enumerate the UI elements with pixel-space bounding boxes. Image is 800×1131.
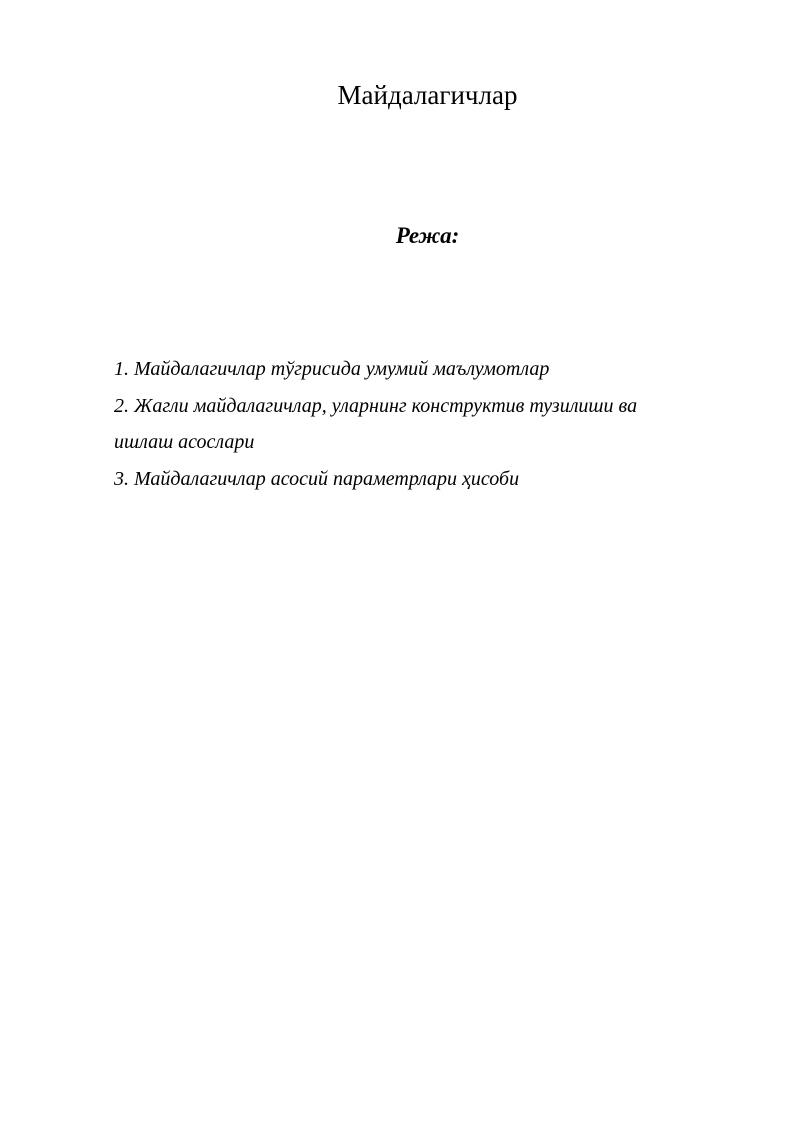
plan-item-number: 3. bbox=[114, 467, 129, 490]
document-title: Майдалагичлар bbox=[337, 80, 518, 110]
plan-item-text: Жагли майдалагичлар, уларнинг конструктив тузилиши ва ишлаш асослари bbox=[114, 394, 638, 453]
plan-item-3 bbox=[114, 461, 694, 498]
plan-item-1 bbox=[114, 351, 694, 388]
plan-item-number: 2. bbox=[114, 394, 129, 417]
plan-heading: Режа: bbox=[395, 223, 460, 248]
plan-item-text: Майдалагичлар тўгрисида умумий маълумотлар bbox=[134, 358, 550, 380]
plan-item-text: Майдалагичлар асосий параметрлари ҳисоби bbox=[134, 467, 520, 490]
plan-item-number: 1. bbox=[114, 358, 129, 380]
plan-item-2 bbox=[114, 388, 694, 461]
plan-list bbox=[114, 351, 694, 497]
